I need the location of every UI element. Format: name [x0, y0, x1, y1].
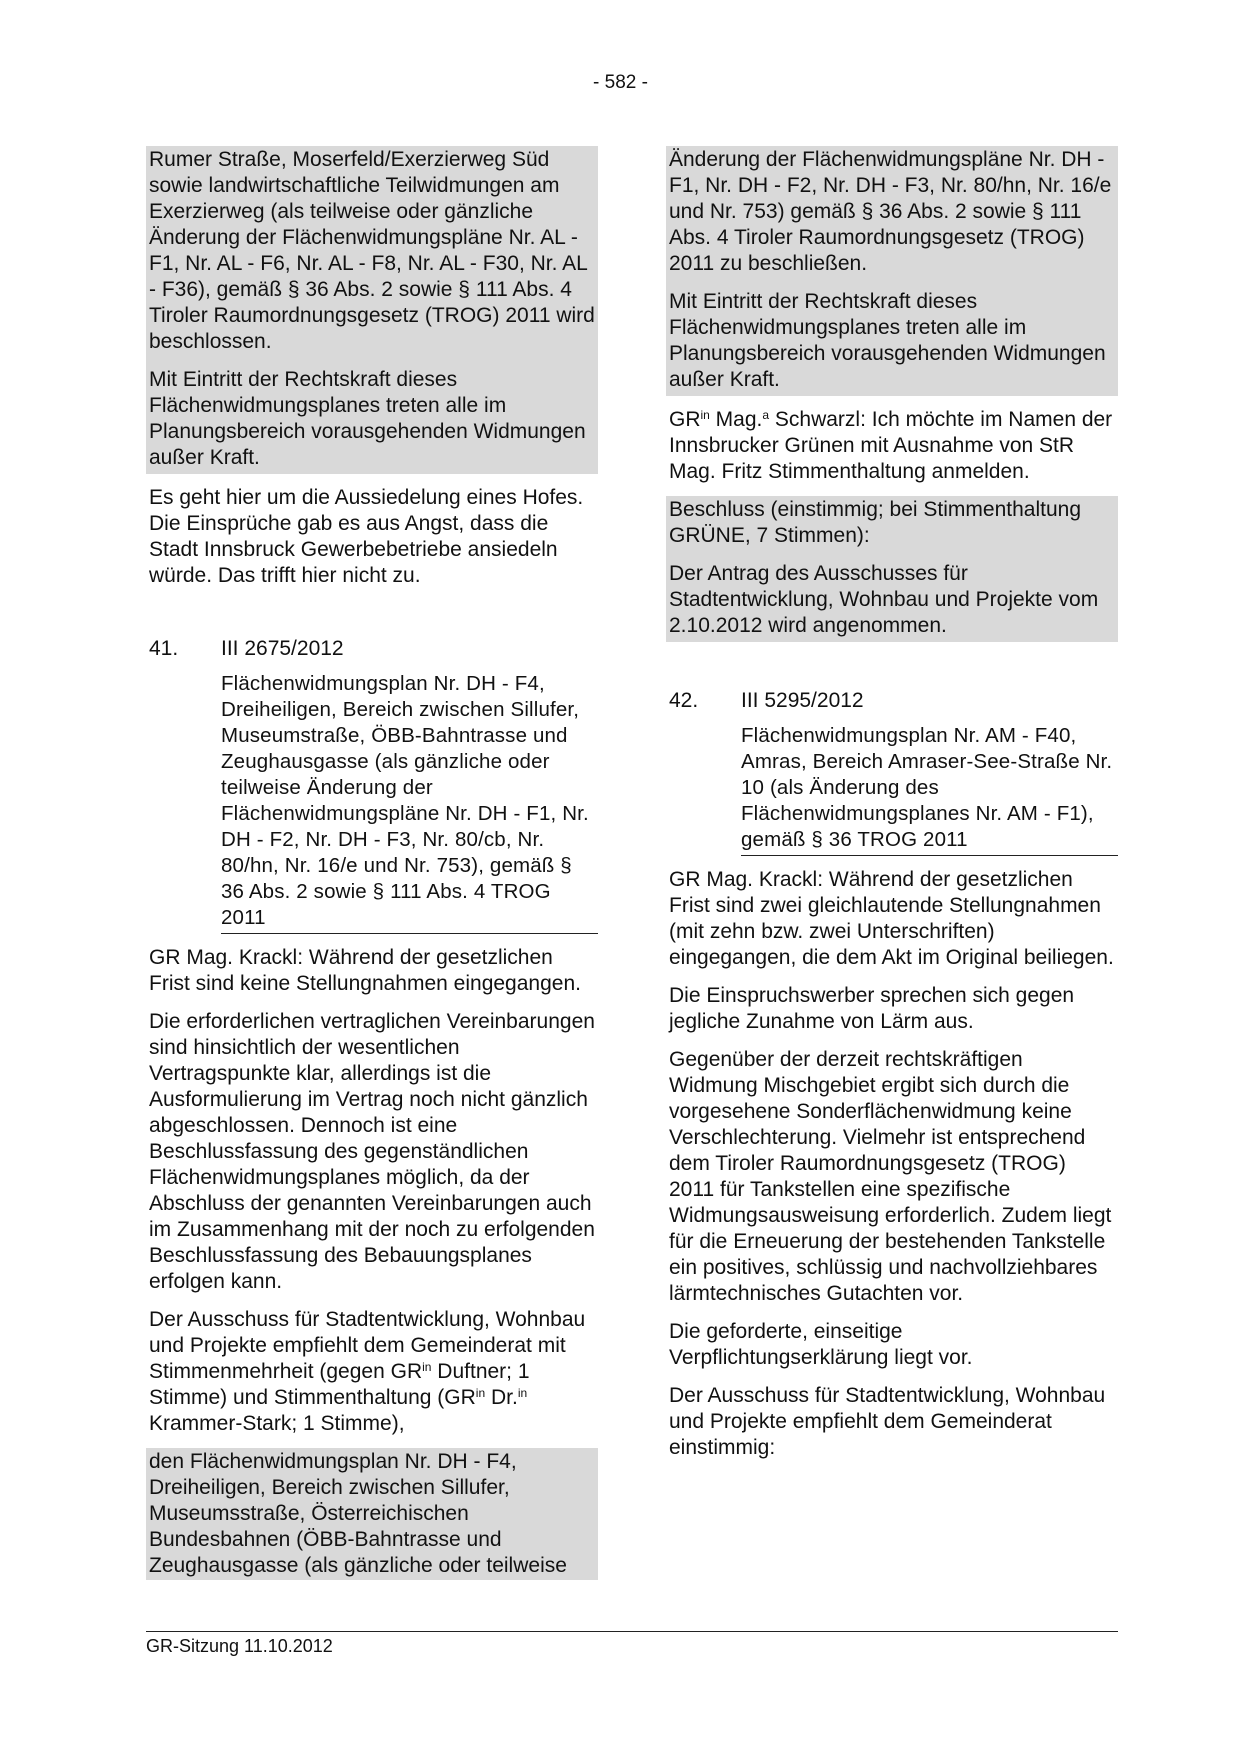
- assessment-paragraph: Gegenüber der derzeit rechtskräftigen Widmung Mischgebiet ergibt sich durch die vorgesehene Sonderflächenwidmung keine Verschlechterung. Vielmehr ist entsprechend dem Tiroler Raumordnungsgesetz (TROG) 2011 für Tankstellen eine spezifische Widmungsausweisung erforderlich. Zudem liegt für die Erneuerung der bestehenden Tankstelle ein positives, schlüssig und nachvollziehbares lärmtechnisches Gutachten vor.: [669, 1048, 1112, 1305]
- committee-recommendation-paragraph: Der Ausschuss für Stadtentwicklung, Wohnbau und Projekte empfiehlt dem Gemeinderat einstimmig:: [669, 1384, 1106, 1459]
- agenda-item-42-header: [666, 688, 1118, 714]
- agenda-item-41-header: [146, 636, 598, 662]
- speaker-paragraph: GR Mag. Krackl: Während der gesetzlichen Frist sind keine Stellungnahmen eingegangen.: [149, 946, 581, 995]
- agenda-item-reference: III 5295/2012: [741, 689, 864, 712]
- legal-effect-paragraph: Mit Eintritt der Rechtskraft dieses Flächenwidmungsplanes treten alle im Planungsbereich vorausgehenden Widmungen außer Kraft.: [149, 368, 586, 469]
- footer-session-label: GR-Sitzung 11.10.2012: [146, 1636, 333, 1656]
- motion-text-paragraph: den Flächenwidmungsplan Nr. DH - F4, Dreiheiligen, Bereich zwischen Sillufer, Museumsstraße, Österreichischen Bundesbahnen (ÖBB-Bahntrasse und Zeughausgasse (als gänzliche oder teilweise: [146, 1448, 598, 1580]
- objection-paragraph: Die Einspruchswerber sprechen sich gegen jegliche Zunahme von Lärm aus.: [669, 984, 1075, 1033]
- left-column: [146, 146, 598, 1590]
- motion-continuation-paragraph: Änderung der Flächenwidmungspläne Nr. DH - F1, Nr. DH - F2, Nr. DH - F3, Nr. 80/hn, Nr. 16/e und Nr. 753) gemäß § 36 Abs. 2 sowie § 111 Abs. 4 Tiroler Raumordnungsgesetz (TROG) 2011 zu beschließen.: [669, 148, 1112, 275]
- decision-text: Der Antrag des Ausschusses für Stadtentwicklung, Wohnbau und Projekte vom 2.10.2012 wird angenommen.: [669, 562, 1099, 637]
- decision-heading: Beschluss (einstimmig; bei Stimmenthaltung GRÜNE, 7 Stimmen):: [669, 498, 1082, 547]
- obligation-paragraph: Die geforderte, einseitige Verpflichtungserklärung liegt vor.: [669, 1320, 973, 1369]
- footer-divider: [146, 1631, 1118, 1632]
- explanation-paragraph: Die erforderlichen vertraglichen Vereinbarungen sind hinsichtlich der wesentlichen Vertragspunkte klar, allerdings ist die Ausformulierung im Vertrag noch nicht gänzlich abgeschlossen. Dennoch ist eine Beschlussfassung des gegenständlichen Flächenwidmungsplanes möglich, da der Abschluss der genannten Vereinbarungen auch im Zusammenhang mit der noch zu erfolgenden Beschlussfassung des Bebauungsplanes erfolgen kann.: [149, 1010, 595, 1293]
- agenda-item-title: Flächenwidmungsplan Nr. AM - F40, Amras, Bereich Amraser-See-Straße Nr. 10 (als Änderung des Flächenwidmungsplanes Nr. AM - F1), gemäß § 36 TROG 2011: [741, 723, 1118, 856]
- right-column: [666, 146, 1118, 1472]
- abstention-statement: $GR^{in}$ Mag.$^a$ Schwarzl: Ich möchte im Namen der Innsbrucker Grünen mit Ausnahme von StR Mag. Fritz Stimmenthaltung anmelden.: [669, 408, 1113, 483]
- committee-recommendation-paragraph: Der Ausschuss für Stadtentwicklung, Wohnbau und Projekte empfiehlt dem Gemeinderat mit Stimmenmehrheit (gegen $GR^{in}$ Duftner; 1 Stimme) und Stimmenthaltung ($GR^{in}$ Dr.$^{in}$ Krammer-Stark; 1 Stimme),: [149, 1308, 586, 1435]
- agenda-item-title: Flächenwidmungsplan Nr. DH - F4, Dreiheiligen, Bereich zwischen Sillufer, Museumstraße, ÖBB-Bahntrasse und Zeughausgasse (als gänzliche oder teilweise Änderung der Flächenwidmungspläne Nr. DH - F1, Nr. DH - F2, Nr. DH - F3, Nr. 80/cb, Nr. 80/hn, Nr. 16/e und Nr. 753), gemäß § 36 Abs. 2 sowie § 111 Abs. 4 TROG 2011: [221, 671, 598, 934]
- speaker-paragraph: GR Mag. Krackl: Während der gesetzlichen Frist sind zwei gleichlautende Stellungnahmen (mit zehn bzw. zwei Unterschriften) eingegangen, die dem Akt im Original beiliegen.: [669, 868, 1114, 969]
- motion-continuation-block: [666, 146, 1118, 396]
- agenda-item-number: 41.: [149, 637, 179, 660]
- page-number: - 582 -: [593, 72, 648, 93]
- agenda-item-reference: III 2675/2012: [221, 637, 344, 660]
- resolution-paragraph: Rumer Straße, Moserfeld/Exerzierweg Süd sowie landwirtschaftliche Teilwidmungen am Exerzierweg (als teilweise oder gänzliche Änderung der Flächenwidmungspläne Nr. AL - F1, Nr. AL - F6, Nr. AL - F8, Nr. AL - F30, Nr. AL - F36), gemäß § 36 Abs. 2 sowie § 111 Abs. 4 Tiroler Raumordnungsgesetz (TROG) 2011 wird beschlossen.: [149, 148, 595, 353]
- legal-effect-paragraph: Mit Eintritt der Rechtskraft dieses Flächenwidmungsplanes treten alle im Planungsbereich vorausgehenden Widmungen außer Kraft.: [669, 290, 1106, 391]
- comment-paragraph: Es geht hier um die Aussiedelung eines Hofes. Die Einsprüche gab es aus Angst, dass die Stadt Innsbruck Gewerbebetriebe ansiedeln würde. Das trifft hier nicht zu.: [149, 486, 584, 587]
- agenda-item-number: 42.: [669, 689, 699, 712]
- decision-block: [666, 496, 1118, 642]
- resolution-text-block: [146, 146, 598, 474]
